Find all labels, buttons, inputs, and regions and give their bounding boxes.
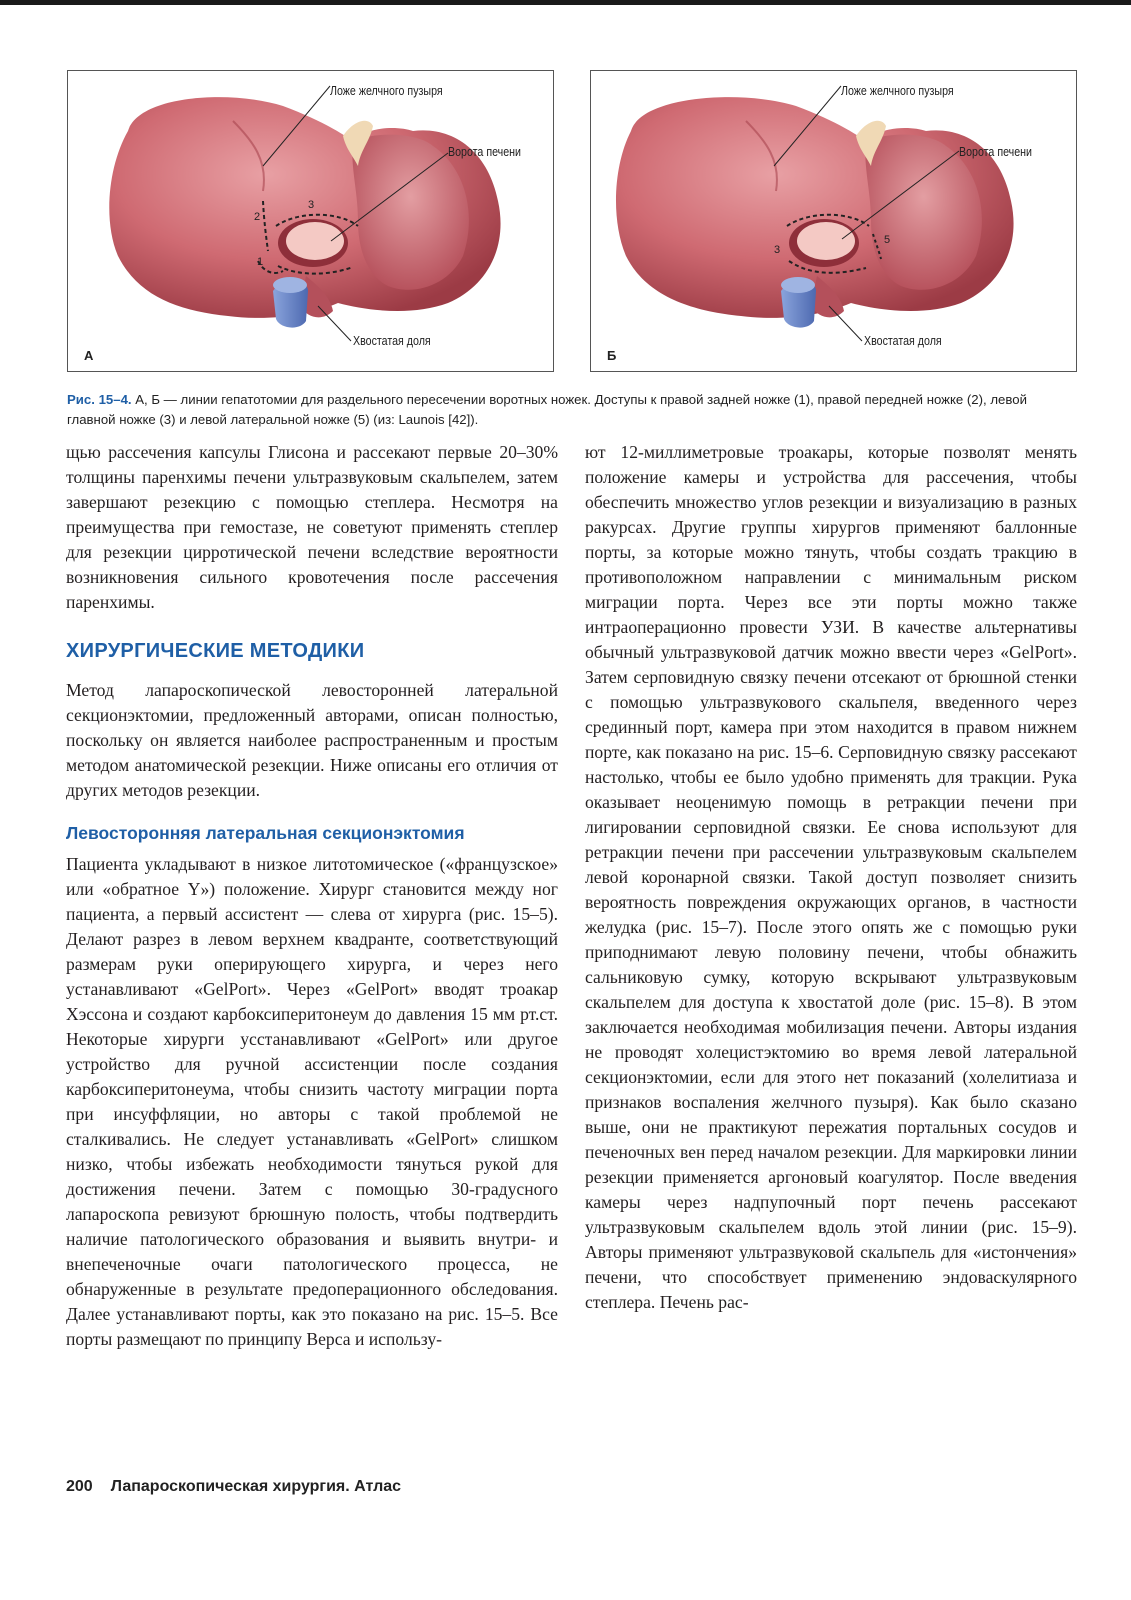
access-number-3: 3: [308, 199, 315, 211]
caption-text: А, Б — линии гепатотомии для раздельного пересечении воротных ножек. Доступы к правой задней ножке (1), правой передней ножке (2), левой главной ножке (3) и левой латеральной ножке (5) (из: Launois [42]).: [67, 392, 1027, 427]
page-footer: [66, 1478, 401, 1496]
access-number-3: 3: [774, 244, 781, 256]
panel-letter-a: А: [84, 348, 94, 363]
label-caudate-lobe: Хвостатая доля: [353, 333, 431, 348]
caption-label: Рис. 15–4.: [67, 392, 132, 407]
paragraph: Метод лапароскопической левосторонней латеральной секционэктомии, предложенный авторами, описан полностью, поскольку он является наиболее распространенным и простым методом анатомической резекции. Ниже описаны его отличия от других методов резекции.: [66, 680, 558, 800]
label-gallbladder-bed: Ложе желчного пузыря: [330, 83, 443, 98]
figure-panel-b: [590, 70, 1077, 372]
liver-illustration-a: [68, 71, 553, 371]
panel-letter-b: Б: [607, 348, 617, 363]
access-number-1: 1: [257, 256, 264, 268]
liver-illustration-b: [591, 71, 1076, 371]
section-heading: ХИРУРГИЧЕСКИЕ МЕТОДИКИ: [66, 640, 365, 662]
left-column: [66, 440, 558, 1352]
page-number: 200: [66, 1478, 93, 1495]
subsection-heading: Левосторонняя латеральная секционэктомия: [66, 823, 465, 843]
book-title: Лапароскопическая хирургия. Атлас: [110, 1478, 402, 1495]
label-porta-hepatis: Ворота печени: [448, 144, 521, 159]
top-rule: [0, 0, 1131, 5]
figure-panel-a: [67, 70, 554, 372]
paragraph: ют 12-миллиметровые троакары, которые позволят менять положение камеры и устройства для рассечения, чтобы обеспечить множество углов резекции и визуализацию в разных ракурсах. Другие группы хирургов применяют баллонные порты, за которые можно тянуть, чтобы создать тракцию в противоположном направлении с минимальным риском миграции порта. Через все эти порты можно также интраоперационно провести УЗИ. В качестве альтернативы обычный ультразвуковой датчик можно ввести через «GelPort». Затем серповидную связку печени отсекают от брюшной стенки с помощью ультразвукового скальпеля, введенного через срединный порт, камера при этом находится в правом нижнем порте, как показано на рис. 15–6. Серповидную связку рассекают настолько, чтобы ее было удобно применять для тракции. Рука оказывает неоценимую помощь в ретракции печени при лигировании серповидной связки. Ее снова используют для ретракции печени при рассечении ультразвуковым скальпелем левой коронарной связки. Такой доступ позволяет снизить вероятность повреждения окружающих органов, в частности желудка (рис. 15–7). После этого опять же с помощью руки приподнимают левую половину печени, чтобы обнажить сальниковую сумку, которую вскрывают ультразвуковым скальпелем для доступа к хвостатой доле (рис. 15–8). В этом заключается необходимая мобилизация печени. Авторы издания не проводят холецистэктомию во время левой латеральной секционэктомии, если для этого нет показаний (холелитиаза и признаков воспаления желчного пузыря). Как было сказано выше, они не практикуют пережатия портальных сосудов и печеночных вен перед началом резекции. Для маркировки линии резекции применяется аргоновый коагулятор. После введения камеры через надпупочный порт печень рассекают ультразвуковым скальпелем вдоль этой линии (рис. 15–9). Авторы применяют ультразвуковой скальпель для «истончения» печени, что способствует применению эндоваскулярного степлера. Печень рас-: [585, 442, 1077, 1312]
figure-caption: [67, 390, 1067, 430]
paragraph: Пациента укладывают в низкое литотомическое («французское» или «обратное Y») положение. Хирург становится между ног пациента, а первый ассистент — слева от хирурга (рис. 15–5). Делают разрез в левом верхнем квадранте, соответствующий размерам руки оперирующего хирурга, и через него устанавливают «GelPort». Через «GelPort» вводят троакар Хэссона и создают карбоксиперитонеум до давления 15 мм рт.ст. Некоторые хирурги усстанавливают «GelPort» или другое устройство для ручной ассистенции после создания карбоксиперитонеума, чтобы снизить частоту миграции порта при инсуффляции, но авторы с такой проблемой не сталкивались. Не следует устанавливать «GelPort» слишком низко, чтобы избежать необходимости тянуться рукой для достижения печени. Затем с помощью 30-градусного лапароскопа ревизуют брюшную полость, чтобы подтвердить наличие патологического образования и выявить внутри- и внепеченочные очаги патологического процесса, не обнаруженные в результате предоперационного обследования. Далее устанавливают порты, как это показано на рис. 15–5. Все порты размещают по принципу Верса и использу-: [66, 854, 558, 1349]
right-column: [585, 440, 1077, 1315]
paragraph: щью рассечения капсулы Глисона и рассекают первые 20–30% толщины паренхимы печени ультразвуковым скальпелем, затем завершают резекцию с помощью степлера. Несмотря на преимущества при гемостазе, не советуют применять степлер для резекции цирротической печени вследствие вероятности возникновения сильного кровотечения после рассечения паренхимы.: [66, 442, 558, 612]
access-number-5: 5: [884, 234, 891, 246]
label-caudate-lobe: Хвостатая доля: [864, 333, 942, 348]
label-porta-hepatis: Ворота печени: [959, 144, 1032, 159]
access-number-2: 2: [254, 211, 261, 223]
label-gallbladder-bed: Ложе желчного пузыря: [841, 83, 954, 98]
